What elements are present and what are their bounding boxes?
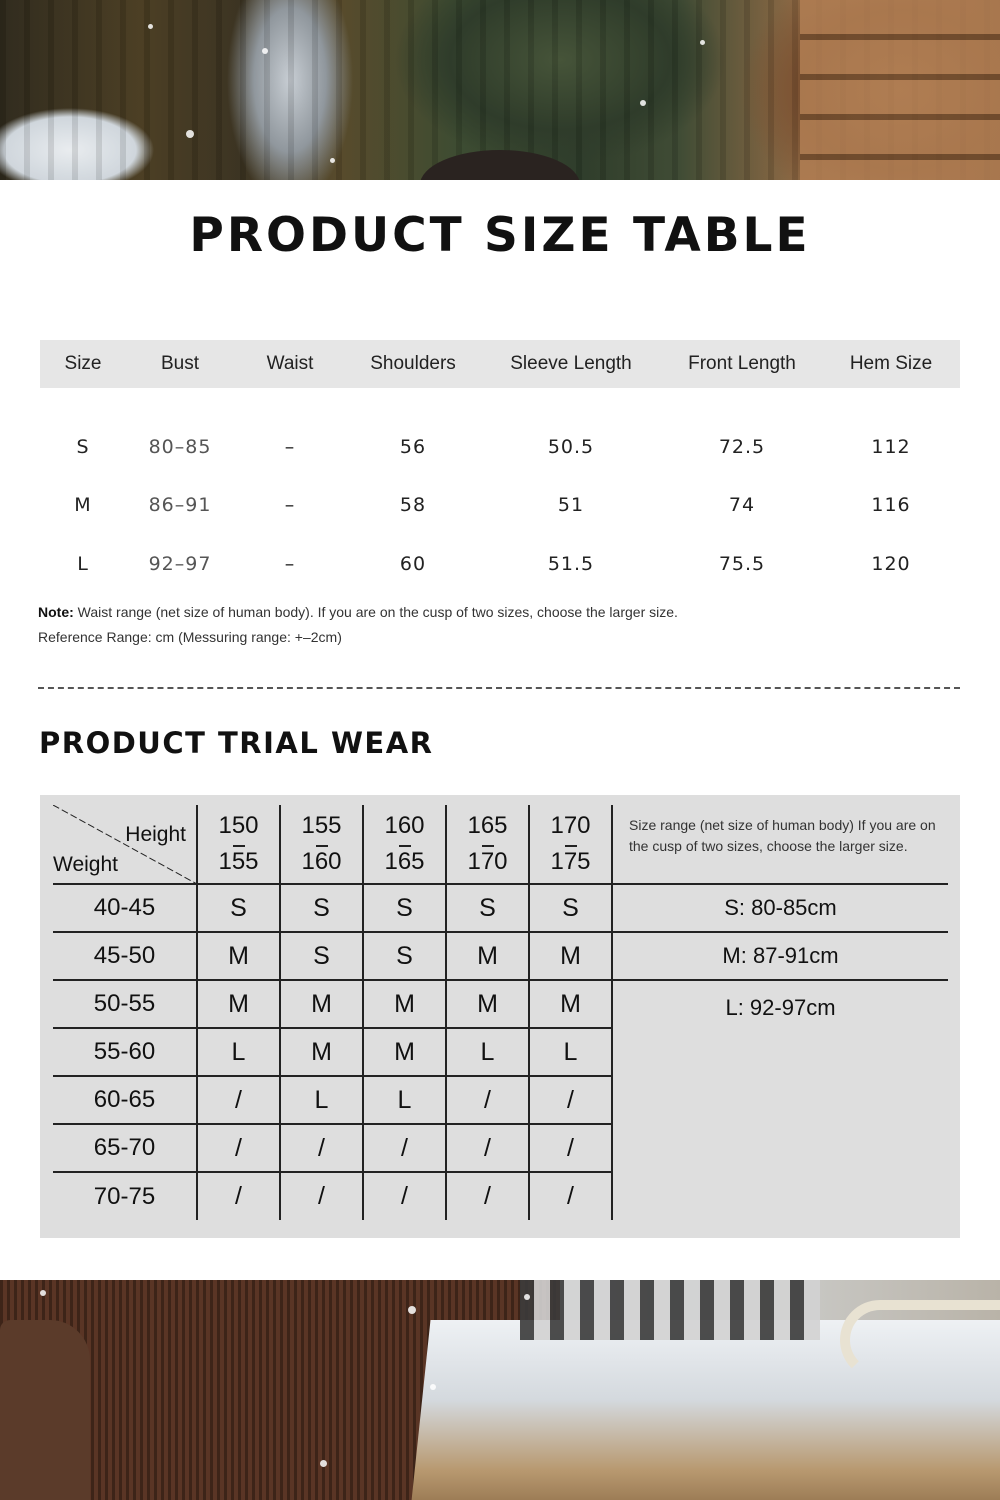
size-cell: S <box>76 436 90 458</box>
size-cell: L <box>197 1028 280 1076</box>
sleeve-length-cell: 51.5 <box>547 552 595 575</box>
weight-cell: 55-60 <box>53 1028 197 1076</box>
weight-cell: 70-75 <box>53 1172 197 1220</box>
note-text: Waist range (net size of human body). If you are on the cusp of two sizes, choose the larger size. <box>73 604 678 620</box>
height-to: 165 <box>364 844 445 880</box>
note-label: Note: <box>38 604 74 620</box>
weight-label: Weight <box>53 853 118 876</box>
height-col-150 <box>197 805 280 884</box>
front-length-cell: 74 <box>728 494 756 517</box>
bust-cell: 86–91 <box>148 494 212 517</box>
height-from: 170 <box>550 812 591 839</box>
shoulders-cell: 58 <box>399 494 427 517</box>
size-cell: S <box>446 884 529 932</box>
weight-cell: 65-70 <box>53 1124 197 1172</box>
note-waist <box>38 604 678 620</box>
bust-cell: 80–85 <box>148 436 212 458</box>
header-shoulders: Shoulders <box>346 340 480 388</box>
size-cell: / <box>446 1076 529 1124</box>
header-size: Size <box>40 340 126 388</box>
hem-size-cell: 112 <box>871 436 911 458</box>
size-cell: S <box>363 884 446 932</box>
height-from: 150 <box>218 812 259 839</box>
table-row <box>40 476 960 535</box>
size-cell: L <box>529 1028 612 1076</box>
front-length-cell: 75.5 <box>718 552 766 575</box>
header-front-length: Front Length <box>662 340 822 388</box>
size-cell: / <box>446 1172 529 1220</box>
size-cell: M <box>197 980 280 1028</box>
height-col-165 <box>446 805 529 884</box>
note-reference-range: Reference Range: cm (Messuring range: +–2cm) <box>38 629 342 645</box>
size-cell: L <box>280 1076 363 1124</box>
bust-cell: 92–97 <box>148 552 212 575</box>
table-row <box>53 884 948 932</box>
weight-cell: 45-50 <box>53 932 197 980</box>
weight-cell: 60-65 <box>53 1076 197 1124</box>
hem-size-cell: 120 <box>871 552 911 575</box>
shoulders-cell: 56 <box>399 436 427 458</box>
height-col-155 <box>280 805 363 884</box>
range-m: M: 87-91cm <box>612 932 948 980</box>
size-cell: / <box>446 1124 529 1172</box>
weight-cell: 50-55 <box>53 980 197 1028</box>
header-sleeve-length: Sleeve Length <box>480 340 662 388</box>
size-cell: L <box>363 1076 446 1124</box>
size-cell: L <box>77 552 89 575</box>
size-cell: / <box>197 1172 280 1220</box>
size-cell: M <box>363 980 446 1028</box>
front-length-cell: 72.5 <box>718 436 766 458</box>
waist-cell: – <box>284 552 296 575</box>
size-range-info: Size range (net size of human body) If you are on the cusp of two sizes, choose the larger size. <box>612 805 948 884</box>
size-cell: S <box>197 884 280 932</box>
size-cell: / <box>363 1124 446 1172</box>
size-cell: / <box>529 1124 612 1172</box>
waist-cell: – <box>284 494 296 517</box>
height-header-row <box>53 805 948 884</box>
size-cell: / <box>280 1124 363 1172</box>
size-cell: M <box>363 1028 446 1076</box>
size-cell: S <box>529 884 612 932</box>
size-cell: S <box>363 932 446 980</box>
top-photo <box>0 0 1000 180</box>
size-cell: M <box>529 980 612 1028</box>
sleeve-length-cell: 51 <box>557 494 585 517</box>
header-waist: Waist <box>234 340 346 388</box>
size-cell: M <box>197 932 280 980</box>
size-cell: / <box>529 1172 612 1220</box>
size-cell: / <box>363 1172 446 1220</box>
size-cell: M <box>446 980 529 1028</box>
height-to: 160 <box>281 844 362 880</box>
size-table-header <box>40 340 960 388</box>
range-l: L: 92-97cm <box>725 995 836 1020</box>
header-bust: Bust <box>126 340 234 388</box>
height-col-170 <box>529 805 612 884</box>
size-cell: M <box>280 980 363 1028</box>
hem-size-cell: 116 <box>871 494 911 517</box>
size-cell: M <box>529 932 612 980</box>
bottom-photo <box>0 1280 1000 1500</box>
table-row <box>40 535 960 594</box>
height-label: Height <box>125 823 186 846</box>
height-from: 155 <box>301 812 342 839</box>
size-cell: / <box>197 1124 280 1172</box>
size-cell: M <box>74 494 92 517</box>
page-title: PRODUCT SIZE TABLE <box>189 208 811 263</box>
table-row <box>53 932 948 980</box>
range-s: S: 80-85cm <box>612 884 948 932</box>
dashed-divider <box>38 687 960 689</box>
size-cell: M <box>280 1028 363 1076</box>
size-cell: / <box>280 1172 363 1220</box>
header-hem-size: Hem Size <box>822 340 960 388</box>
table-row <box>53 980 948 1028</box>
size-cell: S <box>280 884 363 932</box>
size-cell: / <box>529 1076 612 1124</box>
corner-cell <box>53 805 197 884</box>
size-cell: / <box>197 1076 280 1124</box>
weight-cell: 40-45 <box>53 884 197 932</box>
trial-grid <box>53 805 948 1220</box>
size-cell: L <box>446 1028 529 1076</box>
height-col-160 <box>363 805 446 884</box>
height-from: 165 <box>467 812 508 839</box>
size-table <box>40 340 960 593</box>
size-cell: S <box>280 932 363 980</box>
height-to: 155 <box>198 844 279 880</box>
height-to: 170 <box>447 844 528 880</box>
size-cell: M <box>446 932 529 980</box>
sleeve-length-cell: 50.5 <box>547 436 595 458</box>
height-to: 175 <box>530 844 611 880</box>
waist-cell: – <box>284 436 296 458</box>
table-row <box>40 388 960 476</box>
height-from: 160 <box>384 812 425 839</box>
shoulders-cell: 60 <box>399 552 427 575</box>
trial-title: PRODUCT TRIAL WEAR <box>39 726 434 760</box>
